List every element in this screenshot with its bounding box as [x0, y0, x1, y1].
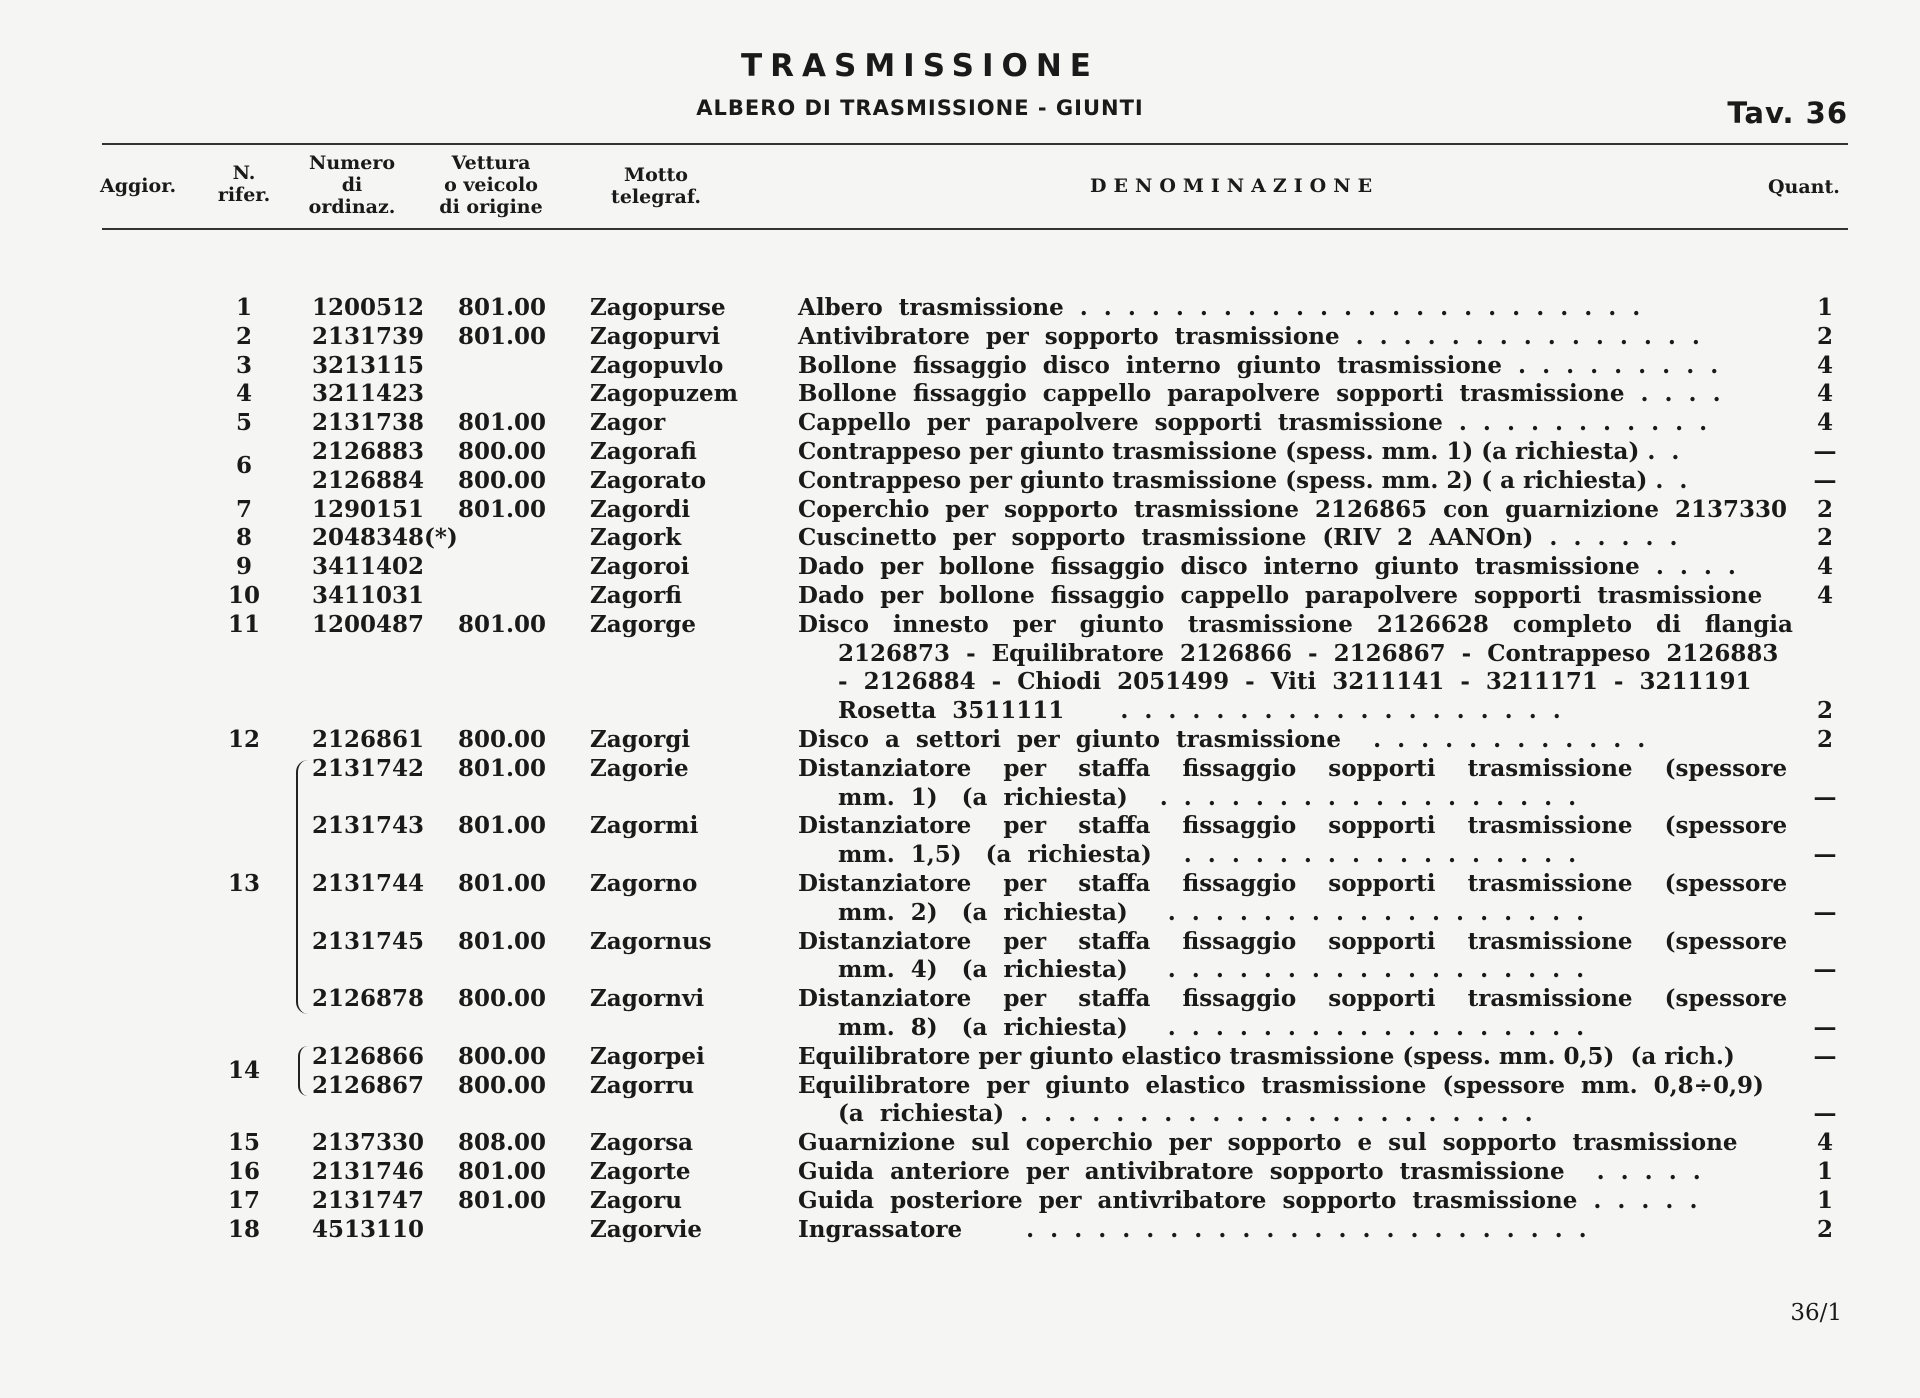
rifer-number: 2 — [235, 322, 252, 350]
order-number: 2126883 — [312, 438, 425, 465]
description-line: 2126873 - Equilibratore 2126866 - 2126867 - Contrappeso 2126883 — [798, 639, 1779, 667]
col-numero-line1: Numero — [308, 152, 396, 174]
table-number: Tav. 36 — [1727, 96, 1848, 130]
order-number: 2126884 — [312, 466, 425, 494]
rifer-number: 15 — [227, 1129, 260, 1157]
order-number: 2131743 — [312, 812, 425, 840]
description-line: Disco innesto per giunto trasmissione 2126628 completo di flangia — [798, 610, 1793, 638]
telegraph-code: Zagorgi — [590, 726, 691, 753]
description-line: Distanziatore per staffa fissaggio sopporti trasmissione (spessore — [798, 754, 1788, 782]
col-numero-line2: di — [341, 174, 363, 196]
quantity: — — [1813, 1042, 1837, 1070]
page-subtitle: ALBERO DI TRASMISSIONE - GIUNTI — [696, 96, 1144, 120]
col-numero — [292, 152, 412, 218]
description-line: Contrappeso per giunto trasmissione (spess. mm. 2) ( a richiesta) . . — [798, 466, 1688, 494]
rifer-number: 13 — [227, 870, 260, 897]
col-numero-line3: ordinaz. — [308, 196, 396, 218]
description-line: Dado per bollone fissaggio disco interno giunto trasmissione . . . . — [798, 553, 1736, 581]
description-line: Contrappeso per giunto trasmissione (spess. mm. 1) (a richiesta) . . — [798, 438, 1680, 465]
order-number: 2126861 — [312, 726, 425, 753]
telegraph-code: Zagopurse — [590, 294, 726, 321]
vehicle-origin: 800.00 — [458, 1071, 547, 1099]
description-line: Guida anteriore per antivibratore sopporto trasmissione . . . . . — [798, 1158, 1701, 1185]
description-line: Cappello per parapolvere sopporti trasmissione . . . . . . . . . . . — [798, 409, 1708, 437]
description-line: Dado per bollone fissaggio cappello parapolvere sopporti trasmissione — [798, 582, 1763, 609]
order-number: 2131742 — [312, 754, 425, 782]
col-motto — [596, 164, 716, 208]
quantity: 2 — [1816, 726, 1833, 753]
col-aggior: Aggior. — [100, 175, 177, 197]
order-number: 2131738 — [312, 409, 425, 437]
description-line: Guida posteriore per antivribatore sopporto trasmissione . . . . . — [798, 1186, 1698, 1214]
description-line: mm. 1) (a richiesta) . . . . . . . . . . . . . . . . . . — [798, 783, 1577, 811]
telegraph-code: Zagorte — [590, 1158, 691, 1185]
order-number: 3411402 — [312, 553, 425, 581]
telegraph-code: Zagorsa — [590, 1129, 694, 1157]
telegraph-code: Zagopuvlo — [590, 351, 724, 379]
quantity: 4 — [1816, 582, 1833, 609]
vehicle-origin: 800.00 — [458, 438, 547, 465]
rifer-number: 5 — [235, 409, 252, 437]
telegraph-code: Zagor — [590, 409, 666, 437]
quantity: 2 — [1816, 322, 1833, 350]
description-line: Equilibratore per giunto elastico trasmissione (spess. mm. 0,5) (a rich.) — [798, 1042, 1735, 1070]
vehicle-origin: 801.00 — [458, 322, 547, 350]
vehicle-origin: 801.00 — [458, 1186, 547, 1214]
col-vettura-line3: di origine — [439, 196, 543, 218]
telegraph-code: Zagorge — [590, 610, 696, 638]
rifer-number: 12 — [227, 726, 260, 753]
description-line: Distanziatore per staffa fissaggio sopporti trasmissione (spessore — [798, 985, 1788, 1013]
order-number: 2126867 — [312, 1071, 425, 1099]
quantity: — — [1813, 783, 1837, 811]
brace-group-13 — [296, 760, 308, 1014]
quantity: — — [1813, 466, 1837, 494]
order-number: 2126866 — [312, 1042, 425, 1070]
telegraph-code: Zagorafi — [590, 438, 697, 465]
description-line: Cuscinetto per sopporto trasmissione (RIV 2 AANOn) . . . . . . — [798, 524, 1678, 552]
rifer-number: 1 — [235, 294, 252, 321]
col-quant: Quant. — [1768, 176, 1840, 198]
rifer-number: 7 — [235, 495, 252, 523]
description-line: Guarnizione sul coperchio per sopporto e sul sopporto trasmissione — [798, 1129, 1738, 1157]
vehicle-origin: 808.00 — [458, 1129, 547, 1157]
telegraph-code: Zagorato — [590, 466, 707, 494]
description-line: Distanziatore per staffa fissaggio sopporti trasmissione (spessore — [798, 927, 1788, 955]
vehicle-origin: 801.00 — [458, 409, 547, 437]
col-rifer-line1: N. — [232, 162, 256, 184]
order-number: 2048348(*) — [312, 524, 458, 552]
telegraph-code: Zagornvi — [590, 985, 705, 1013]
description-line: Bollone fissaggio disco interno giunto trasmissione . . . . . . . . . — [798, 351, 1719, 379]
rifer-number: 14 — [227, 1056, 260, 1084]
rifer-number: 11 — [227, 610, 260, 638]
quantity: 2 — [1816, 524, 1833, 552]
vehicle-origin: 801.00 — [458, 1158, 547, 1185]
description-line: mm. 1,5) (a richiesta) . . . . . . . . . . . . . . . . . — [798, 841, 1577, 869]
order-number: 1200512 — [312, 294, 425, 321]
order-number: 2131739 — [312, 322, 425, 350]
rifer-number: 18 — [227, 1215, 260, 1243]
col-vettura-line2: o veicolo — [444, 174, 538, 196]
telegraph-code: Zagorfi — [590, 582, 682, 609]
vehicle-origin: 801.00 — [458, 754, 547, 782]
order-number: 1200487 — [312, 610, 425, 638]
rifer-number: 9 — [235, 553, 252, 581]
page-number: 36/1 — [1790, 1300, 1842, 1326]
order-number: 2131744 — [312, 870, 425, 897]
rifer-number: 4 — [235, 380, 252, 408]
quantity: 2 — [1816, 495, 1833, 523]
telegraph-code: Zagorvie — [590, 1215, 702, 1243]
quantity: — — [1813, 956, 1837, 984]
order-number: 2131747 — [312, 1186, 425, 1214]
description-line: mm. 8) (a richiesta) . . . . . . . . . . . . . . . . . . — [798, 1014, 1585, 1041]
description-line: Ingrassatore . . . . . . . . . . . . . . . . . . . . . . . . — [798, 1215, 1587, 1243]
description-line: - 2126884 - Chiodi 2051499 - Viti 3211141 - 3211171 - 3211191 — [798, 668, 1752, 696]
quantity: 4 — [1816, 351, 1833, 379]
description-line: Equilibratore per giunto elastico trasmissione (spessore mm. 0,8÷0,9) — [798, 1071, 1764, 1099]
quantity: — — [1813, 898, 1837, 926]
order-number: 3213115 — [312, 351, 425, 379]
description-line: Distanziatore per staffa fissaggio sopporti trasmissione (spessore — [798, 812, 1788, 840]
vehicle-origin: 800.00 — [458, 1042, 547, 1070]
rifer-number: 17 — [227, 1186, 260, 1214]
telegraph-code: Zagormi — [590, 812, 699, 840]
description-line: Antivibratore per sopporto trasmissione . . . . . . . . . . . . . . . — [798, 322, 1700, 350]
telegraph-code: Zagordi — [590, 495, 691, 523]
vehicle-origin: 801.00 — [458, 812, 547, 840]
quantity: 4 — [1816, 553, 1833, 581]
quantity: — — [1813, 841, 1837, 869]
telegraph-code: Zagorno — [590, 870, 698, 897]
vehicle-origin: 801.00 — [458, 870, 547, 897]
quantity: 4 — [1816, 380, 1833, 408]
telegraph-code: Zagorpei — [590, 1042, 705, 1070]
description-line: (a richiesta) . . . . . . . . . . . . . . . . . . . . . . — [798, 1100, 1533, 1128]
order-number: 2137330 — [312, 1129, 425, 1157]
description-line: Albero trasmissione . . . . . . . . . . . . . . . . . . . . . . . . — [798, 294, 1641, 321]
col-vettura — [426, 152, 556, 218]
vehicle-origin: 801.00 — [458, 927, 547, 955]
telegraph-code: Zagork — [590, 524, 682, 552]
description-line: Bollone fissaggio cappello parapolvere sopporti trasmissione . . . . — [798, 380, 1721, 408]
quantity: — — [1813, 438, 1837, 465]
quantity: — — [1813, 1100, 1837, 1128]
description-line: Rosetta 3511111 . . . . . . . . . . . . . . . . . . . — [798, 697, 1561, 725]
order-number: 3211423 — [312, 380, 425, 408]
col-motto-line1: Motto — [624, 164, 688, 186]
brace-group-14 — [298, 1046, 308, 1096]
vehicle-origin: 801.00 — [458, 610, 547, 638]
vehicle-origin: 801.00 — [458, 495, 547, 523]
description-line: Disco a settori per giunto trasmissione . . . . . . . . . . . . — [798, 726, 1646, 753]
order-number: 4513110 — [312, 1215, 425, 1243]
description-line: mm. 4) (a richiesta) . . . . . . . . . . . . . . . . . . — [798, 956, 1585, 984]
rifer-number: 8 — [235, 524, 252, 552]
telegraph-code: Zagoru — [590, 1186, 682, 1214]
description-line: mm. 2) (a richiesta) . . . . . . . . . . . . . . . . . . — [798, 898, 1585, 926]
rifer-number: 3 — [235, 351, 252, 379]
col-denominazione: DENOMINAZIONE — [1090, 175, 1380, 197]
col-vettura-line1: Vettura — [451, 152, 531, 174]
vehicle-origin: 800.00 — [458, 726, 547, 753]
telegraph-code: Zagopuzem — [590, 380, 738, 408]
quantity: 1 — [1816, 1186, 1833, 1214]
telegraph-code: Zagoroi — [590, 553, 690, 581]
vehicle-origin: 800.00 — [458, 985, 547, 1013]
rifer-number: 10 — [227, 582, 260, 609]
quantity: 2 — [1816, 697, 1833, 725]
telegraph-code: Zagornus — [590, 927, 712, 955]
col-rifer — [214, 162, 274, 206]
description-line: Distanziatore per staffa fissaggio sopporti trasmissione (spessore — [798, 870, 1788, 897]
order-number: 3411031 — [312, 582, 425, 609]
quantity: 4 — [1816, 1129, 1833, 1157]
order-number: 2131746 — [312, 1158, 425, 1185]
top-rule — [102, 143, 1848, 145]
col-rifer-line2: rifer. — [217, 184, 271, 206]
vehicle-origin: 800.00 — [458, 466, 547, 494]
quantity: 1 — [1816, 294, 1833, 321]
quantity: 4 — [1816, 409, 1833, 437]
order-number: 2131745 — [312, 927, 425, 955]
order-number: 2126878 — [312, 985, 425, 1013]
description-line: Coperchio per sopporto trasmissione 2126865 con guarnizione 2137330 — [798, 495, 1787, 523]
order-number: 1290151 — [312, 495, 425, 523]
telegraph-code: Zagorru — [590, 1071, 695, 1099]
quantity: — — [1813, 1014, 1837, 1041]
rifer-number: 16 — [227, 1158, 260, 1185]
telegraph-code: Zagopurvi — [590, 322, 721, 350]
telegraph-code: Zagorie — [590, 754, 689, 782]
page-title: TRASMISSIONE — [741, 48, 1099, 84]
rifer-number: 6 — [235, 452, 252, 479]
header-bottom-rule — [102, 228, 1848, 230]
vehicle-origin: 801.00 — [458, 294, 547, 321]
quantity: 2 — [1816, 1215, 1833, 1243]
quantity: 1 — [1816, 1158, 1833, 1185]
col-motto-line2: telegraf. — [611, 186, 701, 208]
